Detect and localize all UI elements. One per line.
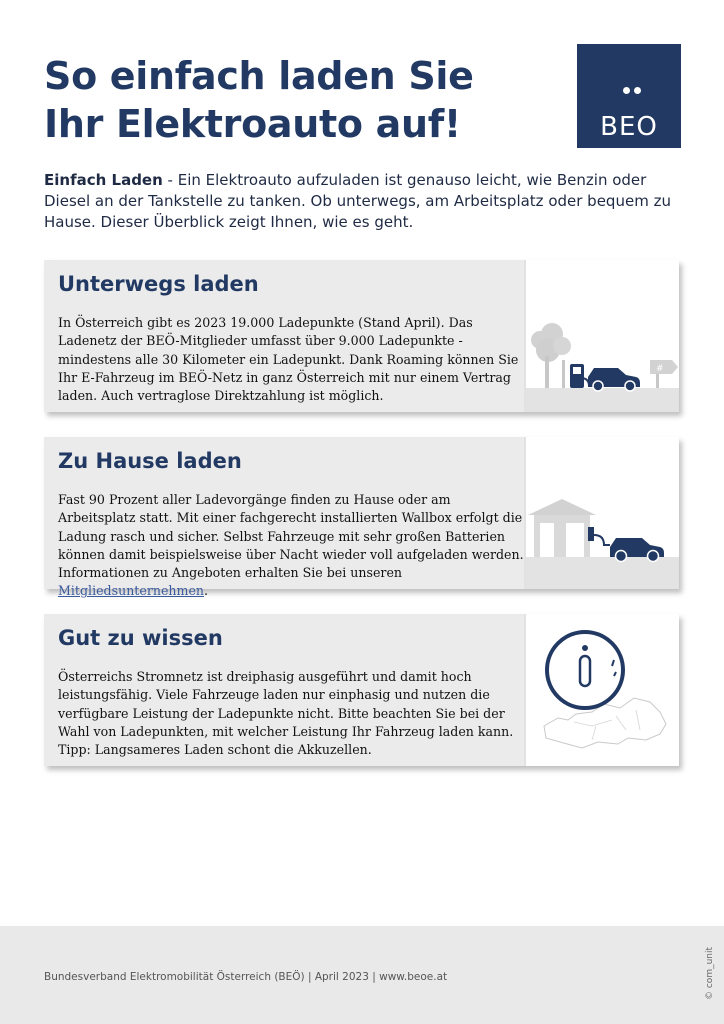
home-charging-icon [526,437,679,589]
roadside-charging-icon [526,260,679,412]
svg-text:#: # [656,364,664,374]
logo-dots [623,87,643,95]
page-title-line-1: So einfach laden Sie [44,54,474,98]
beo-logo [577,44,681,148]
card-body [58,668,528,759]
image-credit: © com_unit [705,946,715,1000]
card-body [58,491,528,601]
footer [0,926,724,1024]
roadside-charging-illustration [524,260,679,412]
card-heading: Gut zu wissen [58,626,223,650]
card-zu-hause-laden [44,437,679,599]
page-title-line-2: Ihr Elektroauto auf! [44,102,461,146]
home-charging-illustration [524,437,679,589]
intro-paragraph [44,170,684,233]
card-body-text: In Österreich gibt es 2023 19.000 Ladepunkte (Stand April). Das Ladenetz der BEÖ-Mitglieder umfasst über 9.000 Ladepunkte - mindestens alle 30 Kilometer ein Ladepunkt. Dank Roaming können Sie Ihr E-Fahrzeug im BEÖ-Netz in ganz Österreich mit nur einem Vertrag laden. Auch vertraglose Direktzahlung ist möglich. [58,315,519,404]
card-body-text: Fast 90 Prozent aller Ladevorgänge finden zu Hause oder am Arbeitsplatz statt. Mit einer fachgerecht installierten Wallbox erfolgt die Ladung rasch und sicher. Selbst Fahrzeuge mit sehr großen Batterien können damit beispielsweise über Nacht wieder voll aufgeladen werden. Informationen zu Angeboten erhalten Sie bei unseren [58,492,524,581]
info-icon [526,614,679,766]
logo-text: BEO [600,112,658,142]
page-title [44,52,564,148]
info-austria-map-illustration [524,614,679,766]
footer-text: Bundesverband Elektromobilität Österreich (BEÖ) | April 2023 | www.beoe.at [44,971,448,983]
card-body [58,314,528,405]
card-heading: Zu Hause laden [58,449,242,473]
intro-text: - Ein Elektroauto aufzuladen ist genauso leicht, wie Benzin oder Diesel an der Tankstelle zu tanken. Ob unterwegs, am Arbeitsplatz oder bequem zu Hause. Dieser Überblick zeigt Ihnen, wie es geht. [44,171,671,231]
card-heading: Unterwegs laden [58,272,259,296]
intro-lead: Einfach Laden [44,171,163,189]
card-unterwegs-laden [44,260,679,412]
card-body-text: Österreichs Stromnetz ist dreiphasig ausgeführt und damit hoch leistungsfähig. Viele Fahrzeuge laden nur einphasig und nutzen die verfügbare Leistung der Ladepunkte nicht. Bitte beachten Sie bei der Wahl von Ladepunkten, mit welcher Leistung Ihr Fahrzeug laden kann. Tipp: Langsameres Laden schont die Akkuzellen. [58,669,514,758]
card-body-tail: . [204,583,209,599]
mitgliedsunternehmen-link[interactable]: Mitgliedsunternehmen [58,583,205,599]
card-gut-zu-wissen [44,614,679,766]
